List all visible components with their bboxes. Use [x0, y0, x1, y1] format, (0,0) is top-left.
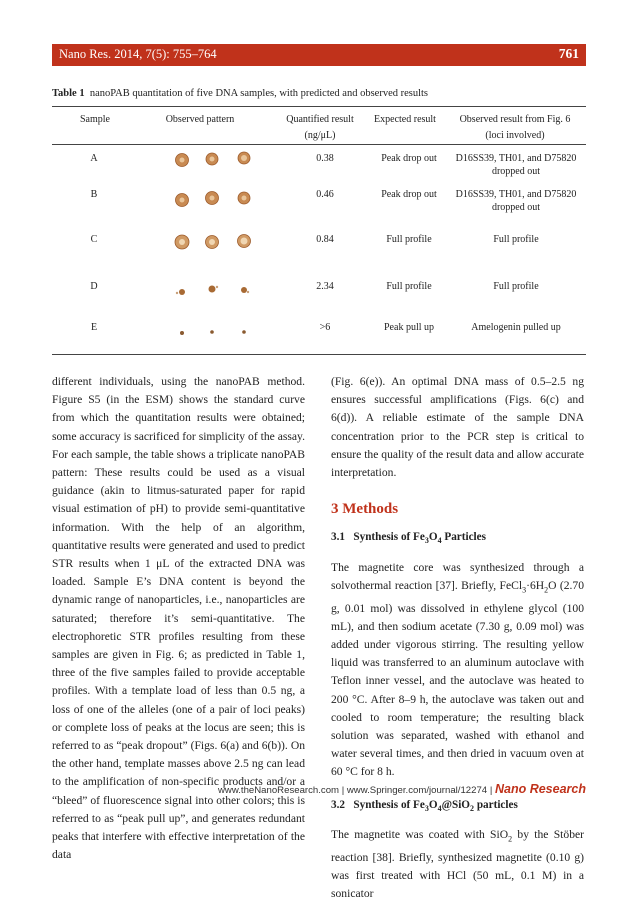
header-observed-line2: (loci involved): [485, 129, 545, 141]
table-caption: [52, 88, 428, 99]
row-observed-line1: D16SS39, TH01, and D75820: [455, 153, 577, 164]
row-observed-line2: dropped out: [491, 166, 541, 177]
row-expected: Full profile: [386, 281, 432, 292]
table-bottom-rule: [52, 354, 586, 355]
subsection-text: @SiO: [441, 798, 471, 811]
footer-site-link[interactable]: www.theNanoResearch.com: [217, 785, 340, 796]
pattern-d-image: [164, 275, 292, 305]
row-sample: C: [90, 234, 98, 245]
subscript: 3: [424, 536, 429, 546]
row-observed: [446, 152, 586, 178]
row-observed: Full profile: [493, 234, 539, 245]
table-header-rule: [52, 144, 586, 145]
subsection-number: 3.1: [331, 531, 345, 544]
row-observed-line2: dropped out: [491, 202, 541, 213]
subscript: 2: [544, 585, 549, 595]
subscript: 4: [437, 536, 442, 546]
header-pattern: Observed pattern: [165, 114, 235, 125]
table-caption-text: nanoPAB quantitation of five DNA samples, with predicted and observed results: [89, 88, 429, 99]
paragraph-text: The magnetite core was synthesized through a solvothermal reaction [37]. Briefly, FeCl: [331, 560, 584, 593]
header-expected: Expected result: [374, 114, 436, 125]
row-sample: E: [90, 322, 98, 333]
subsection-text: O: [428, 798, 438, 811]
row-observed: [446, 188, 586, 214]
subsection-number: 3.2: [331, 798, 345, 811]
header-observed-line1: Observed result from Fig. 6: [459, 114, 571, 125]
row-quant: 0.38: [316, 153, 334, 164]
section-heading: 3 Methods: [331, 501, 399, 518]
pattern-e-image: [164, 316, 292, 346]
table-row: [52, 147, 586, 177]
row-expected: Full profile: [386, 234, 432, 245]
subscript: 3: [522, 585, 527, 595]
right-column: [331, 373, 584, 903]
header-quantified-line1: Quantified result: [286, 114, 354, 125]
header-quantified: [270, 112, 370, 143]
subscript: 2: [508, 834, 513, 844]
left-paragraph: different individuals, using the nanoPAB method. Figure S5 (in the ESM) shows the standard curve from which the quantitation results were obtained; some accuracy is sacrificed for simplicity of the assay. For each sample, the table shows a triplicate nanoPAB pattern: These results could be used as a visual guidance (akin to litmus-saturated paper for rapid visual estimation of pH) to provide semi-quantitative information. With the help of an algorithm, quantitative results were generated and used to predict STR results when 1 μL of the extracted DNA was loaded. Sample E’s DNA content is beyond the dynamic range of nanoparticles, i.e., nanoparticles are saturated; therefore it’s semi-quantitative. The electrophoretic STR profiles resulting from these samples are given in Fig. 6; as predicted in Table 1, three of the five samples failed to provide acceptable profiles. With a template load of less than 0.5 ng, a loss of one of the alleles (one of a pair of loci peaks) or complete loss of peaks at the locus are seen; this is referred to as “peak dropout” (Figs. 6(a) and 6(b)). On the other hand, template masses above 2.5 ng can lead to the amplification of non-specific products and/or a “bleed” of fluorescence signal into other colors; this is referred to as “peak pull up”, and generates redundant peaks that interfere with effective interpretation of the data: [52, 375, 305, 862]
header-sample: Sample: [80, 114, 110, 125]
row-sample: A: [90, 153, 98, 164]
row-quant: 0.84: [316, 234, 334, 245]
row-expected: Peak drop out: [381, 189, 437, 200]
footer-springer-link[interactable]: www.Springer.com/journal/12274: [346, 785, 488, 796]
right-paragraph-2: [331, 559, 584, 782]
table-row: [52, 183, 586, 213]
paragraph-text: by the Stöber reaction [38]. Briefly, synthesized magnetite (0.10 g) was first treated with HCl (50 mL, 0.1 M) in a sonicator: [331, 828, 584, 900]
row-expected: Peak drop out: [381, 153, 437, 164]
row-quant: 2.34: [316, 281, 334, 292]
row-sample: B: [90, 189, 98, 200]
subsection-text: Synthesis of Fe: [353, 531, 425, 544]
subscript: 2: [470, 803, 475, 813]
right-paragraph-1: (Fig. 6(e)). An optimal DNA mass of 0.5–2.5 ng ensures successful amplifications (Figs. 6(c) and 6(d)). A reliable estimate of the sample DNA concentration prior to the PCR step is critical to ensure the quality of the result data and allow accurate interpretation.: [331, 375, 584, 480]
row-quant: 0.46: [316, 189, 334, 200]
pattern-c-image: [164, 228, 292, 258]
footer-separator: |: [341, 785, 345, 796]
row-quant: >6: [319, 322, 331, 333]
table-row: [52, 228, 586, 258]
row-observed: Amelogenin pulled up: [471, 322, 561, 333]
subsection-heading-3-1: [331, 528, 584, 550]
table-label: Table 1: [52, 88, 85, 99]
subsection-text: particles: [474, 798, 518, 811]
subsection-text: O: [428, 531, 438, 544]
table-row: [52, 316, 586, 346]
subsection-heading-3-2: [331, 796, 584, 818]
table-row: [52, 275, 586, 305]
row-observed: Full profile: [493, 281, 539, 292]
paragraph-text: The magnetite was coated with SiO: [331, 828, 509, 842]
paragraph-text: O (2.70 g, 0.01 mol) was dissolved in ethylene glycol (100 mL), and then sodium acetate (7.30 g, 0.09 mol) was added under vigorous stirring. The resulting yellow liquid was transferred to an aluminum autoclave with Teflon inner vessel, and the autoclave was heated to 200 °C. After 8–9 h, the autoclave was taken out and cooled to room temperature; the resulting black solution was separated, washed with ethanol and water several times, and then dried in vacuum oven at 60 °C for 8 h.: [331, 579, 584, 779]
header-observed: [445, 112, 585, 143]
header-quantified-line2: (ng/μL): [304, 129, 336, 141]
row-sample: D: [90, 281, 98, 292]
subsection-text: Synthesis of Fe: [353, 798, 425, 811]
pattern-b-image: [164, 183, 292, 213]
pattern-a-image: [164, 147, 292, 177]
footer-separator: |: [489, 785, 493, 796]
subscript: 3: [424, 803, 429, 813]
page-number: 761: [558, 46, 579, 61]
table-top-rule: [52, 106, 586, 107]
page-header: [52, 44, 586, 66]
row-observed-line1: D16SS39, TH01, and D75820: [455, 189, 577, 200]
row-expected: Peak pull up: [384, 322, 434, 333]
subscript: 4: [437, 803, 442, 813]
journal-citation: Nano Res. 2014, 7(5): 755–764: [59, 47, 217, 61]
right-paragraph-3: [331, 826, 584, 903]
page-footer: [218, 782, 586, 796]
paragraph-text: ·6H: [526, 579, 545, 593]
subsection-text: Particles: [441, 531, 486, 544]
footer-brand: Nano Research: [494, 782, 586, 796]
